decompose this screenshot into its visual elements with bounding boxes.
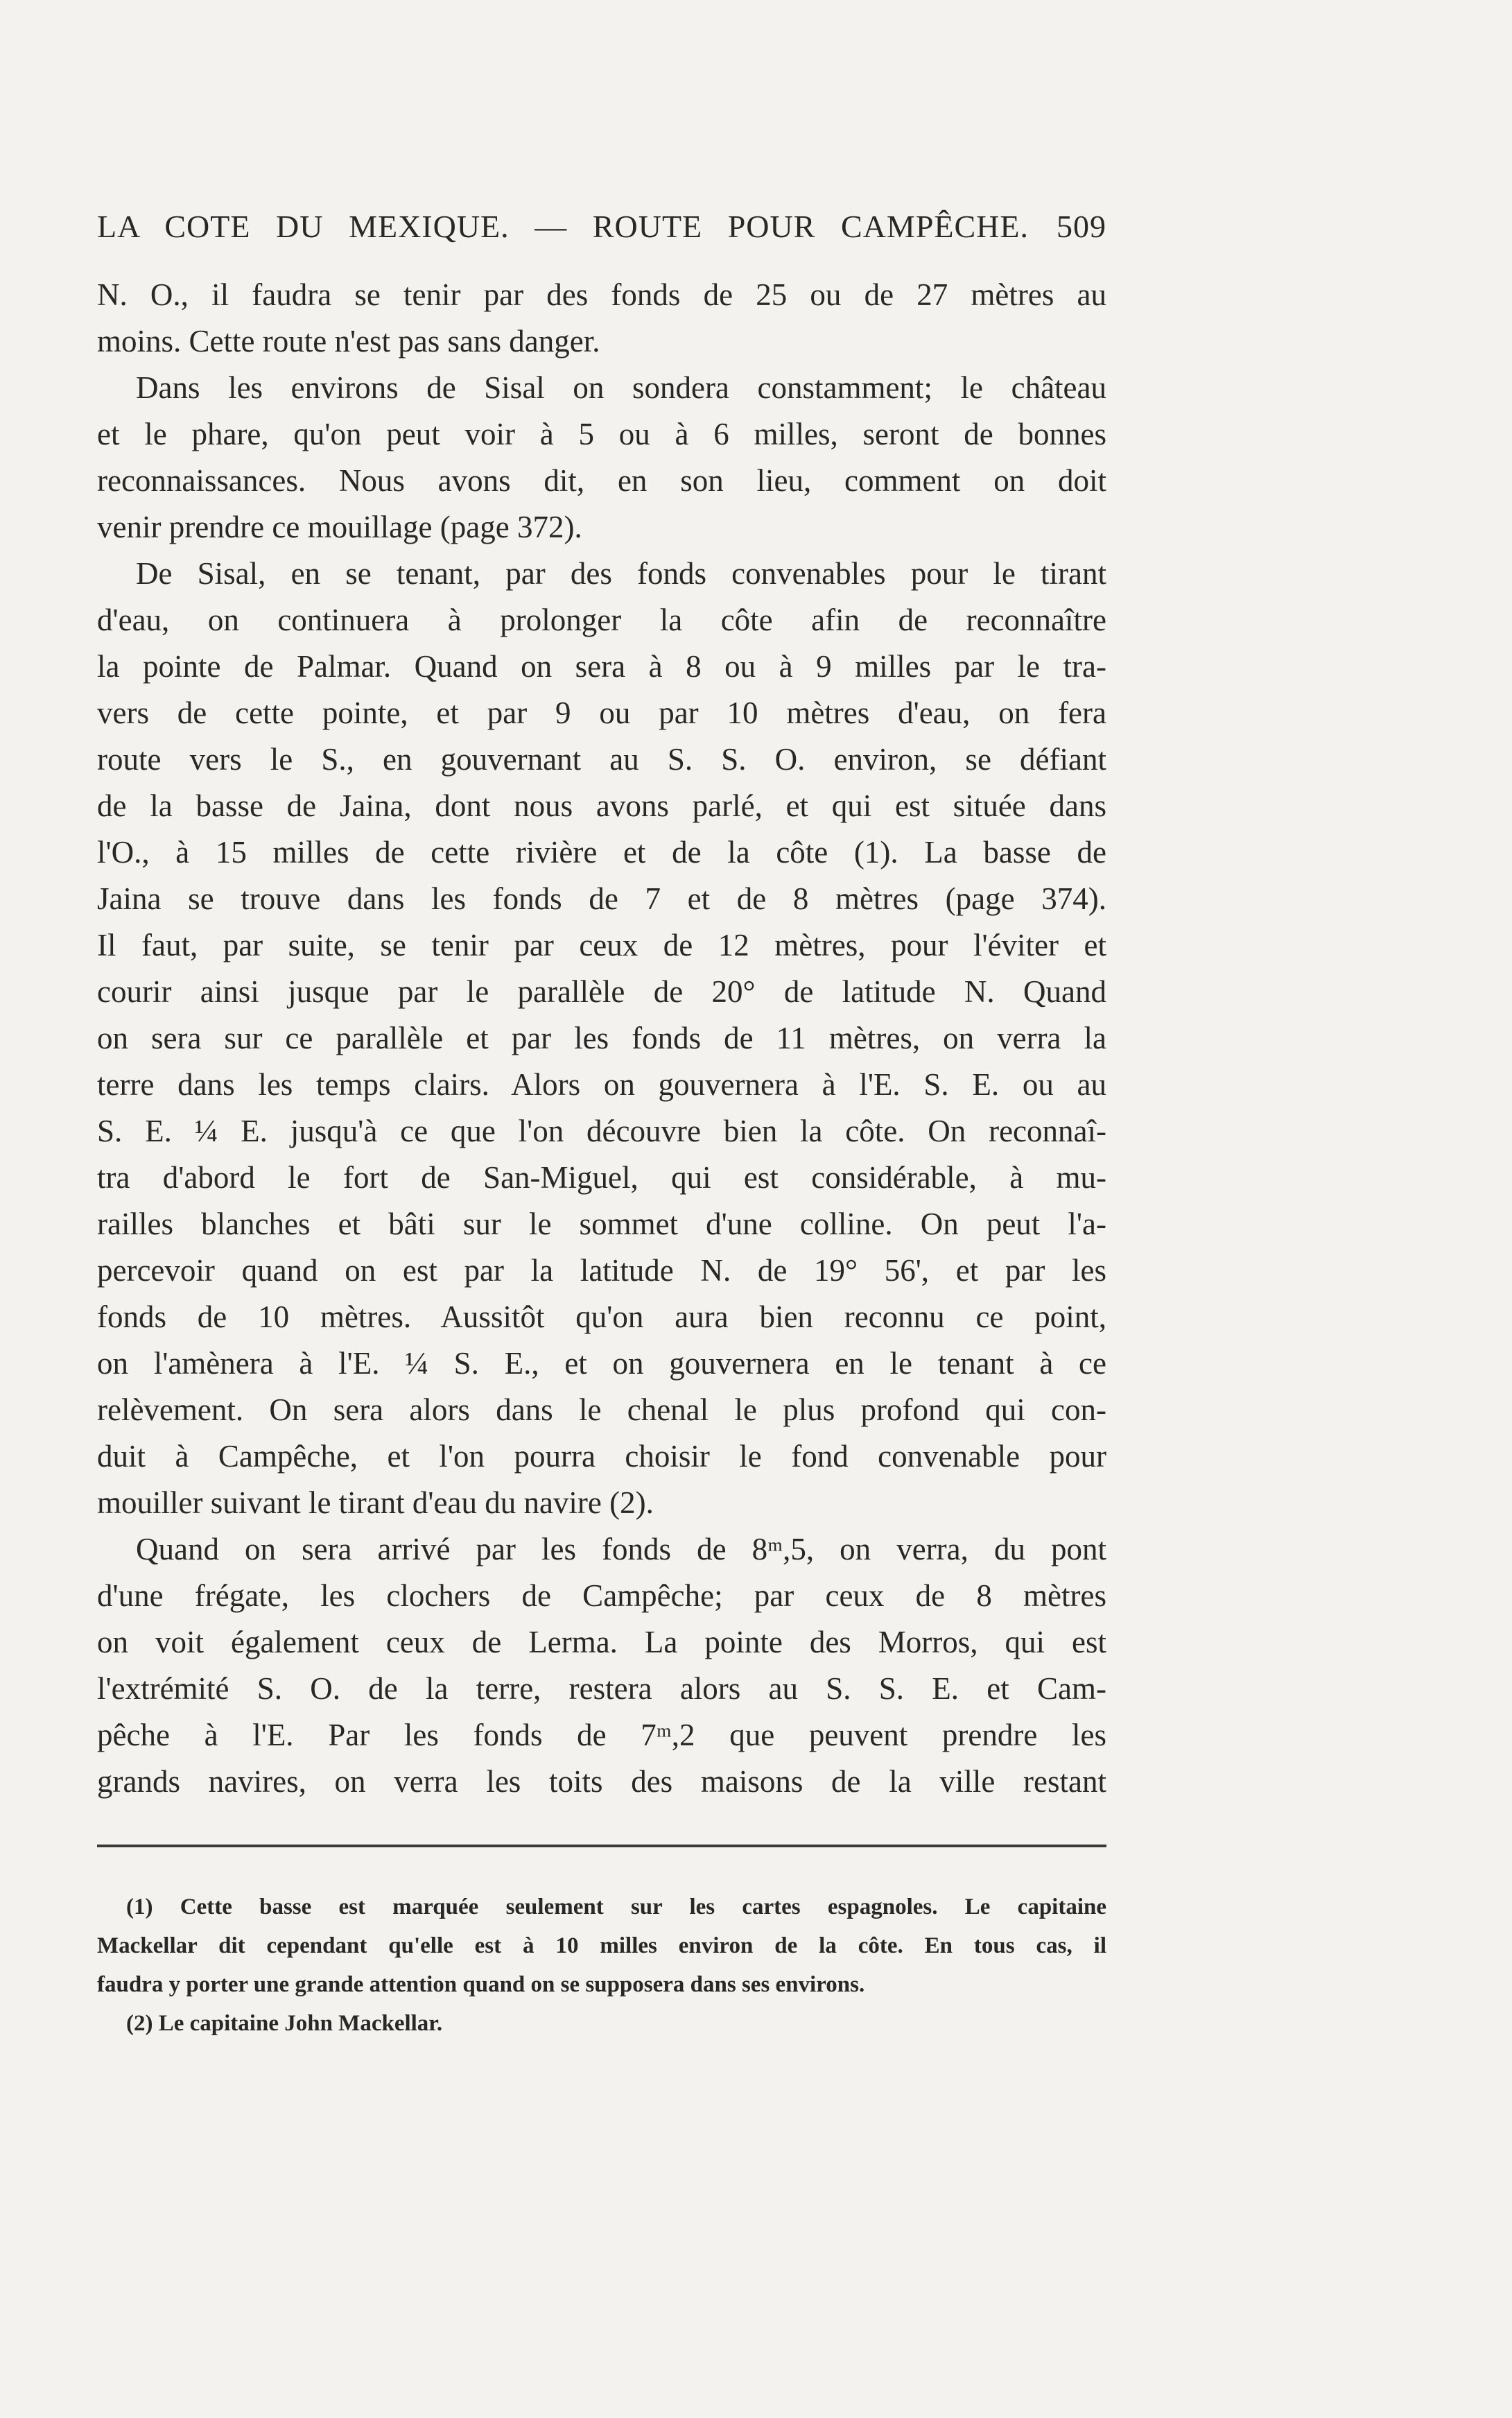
footnote-line: faudra y porter une grande attention quand on se supposera dans ses environs.: [97, 1972, 865, 1997]
text-line: on sera sur ce parallèle et par les fonds de 11 mètres, on verra la: [97, 1021, 1106, 1055]
text-line: Il faut, par suite, se tenir par ceux de 12 mètres, pour l'éviter et: [97, 928, 1106, 962]
text-line: De Sisal, en se tenant, par des fonds convenables pour le tirant: [136, 556, 1106, 591]
footnote-line: Mackellar dit cependant qu'elle est à 10 milles environ de la côte. En tous cas, il: [97, 1933, 1106, 1958]
body-text: [97, 272, 1106, 1805]
text-line: venir prendre ce mouillage (page 372).: [97, 510, 582, 544]
text-line: l'O., à 15 milles de cette rivière et de la côte (1). La basse de: [97, 835, 1106, 870]
text-line: fonds de 10 mètres. Aussitôt qu'on aura bien reconnu ce point,: [97, 1299, 1106, 1334]
text-line: relèvement. On sera alors dans le chenal le plus profond qui con-: [97, 1392, 1106, 1427]
text-line: on voit également ceux de Lerma. La pointe des Morros, qui est: [97, 1625, 1106, 1659]
footnote-rule: [97, 1845, 1106, 1847]
text-line: S. E. ¼ E. jusqu'à ce que l'on découvre bien la côte. On reconnaî-: [97, 1114, 1106, 1148]
text-line: terre dans les temps clairs. Alors on gouvernera à l'E. S. E. ou au: [97, 1067, 1106, 1102]
text-line: courir ainsi jusque par le parallèle de 20° de latitude N. Quand: [97, 974, 1106, 1009]
running-title: LA COTE DU MEXIQUE. — ROUTE POUR CAMPÊCHE.: [97, 209, 1029, 244]
page-number: 509: [1057, 209, 1106, 244]
text-line: railles blanches et bâti sur le sommet d'une colline. On peut l'a-: [97, 1207, 1106, 1241]
running-header: [97, 208, 1106, 245]
text-line: d'eau, on continuera à prolonger la côte afin de reconnaître: [97, 603, 1106, 637]
text-line: Dans les environs de Sisal on sondera constamment; le château: [136, 370, 1106, 405]
text-line: mouiller suivant le tirant d'eau du navire (2).: [97, 1485, 654, 1520]
footnote-line: (1) Cette basse est marquée seulement sur les cartes espagnoles. Le capitaine: [126, 1894, 1106, 1919]
text-line: pêche à l'E. Par les fonds de 7ᵐ,2 que peuvent prendre les: [97, 1718, 1106, 1752]
text-line: l'extrémité S. O. de la terre, restera alors au S. S. E. et Cam-: [97, 1671, 1106, 1706]
text-line: et le phare, qu'on peut voir à 5 ou à 6 milles, seront de bonnes: [97, 417, 1106, 451]
footnotes: [97, 1888, 1106, 2043]
text-line: route vers le S., en gouvernant au S. S. O. environ, se défiant: [97, 742, 1106, 777]
text-line: N. O., il faudra se tenir par des fonds de 25 ou de 27 mètres au: [97, 277, 1106, 312]
text-line: on l'amènera à l'E. ¼ S. E., et on gouvernera en le tenant à ce: [97, 1346, 1106, 1381]
text-line: reconnaissances. Nous avons dit, en son lieu, comment on doit: [97, 463, 1106, 498]
text-line: la pointe de Palmar. Quand on sera à 8 ou à 9 milles par le tra-: [97, 649, 1106, 684]
text-line: de la basse de Jaina, dont nous avons parlé, et qui est située dans: [97, 788, 1106, 823]
text-line: percevoir quand on est par la latitude N. de 19° 56', et par les: [97, 1253, 1106, 1288]
text-line: moins. Cette route n'est pas sans danger.: [97, 324, 600, 359]
text-line: tra d'abord le fort de San-Miguel, qui est considérable, à mu-: [97, 1160, 1106, 1195]
text-line: d'une frégate, les clochers de Campêche; par ceux de 8 mètres: [97, 1578, 1106, 1613]
text-line: Jaina se trouve dans les fonds de 7 et de 8 mètres (page 374).: [97, 881, 1106, 916]
text-line: vers de cette pointe, et par 9 ou par 10 mètres d'eau, on fera: [97, 696, 1106, 730]
footnote-line: (2) Le capitaine John Mackellar.: [126, 2011, 443, 2036]
text-line: duit à Campêche, et l'on pourra choisir le fond convenable pour: [97, 1439, 1106, 1474]
text-line: Quand on sera arrivé par les fonds de 8ᵐ,5, on verra, du pont: [136, 1532, 1106, 1566]
text-line: grands navires, on verra les toits des maisons de la ville restant: [97, 1764, 1106, 1799]
